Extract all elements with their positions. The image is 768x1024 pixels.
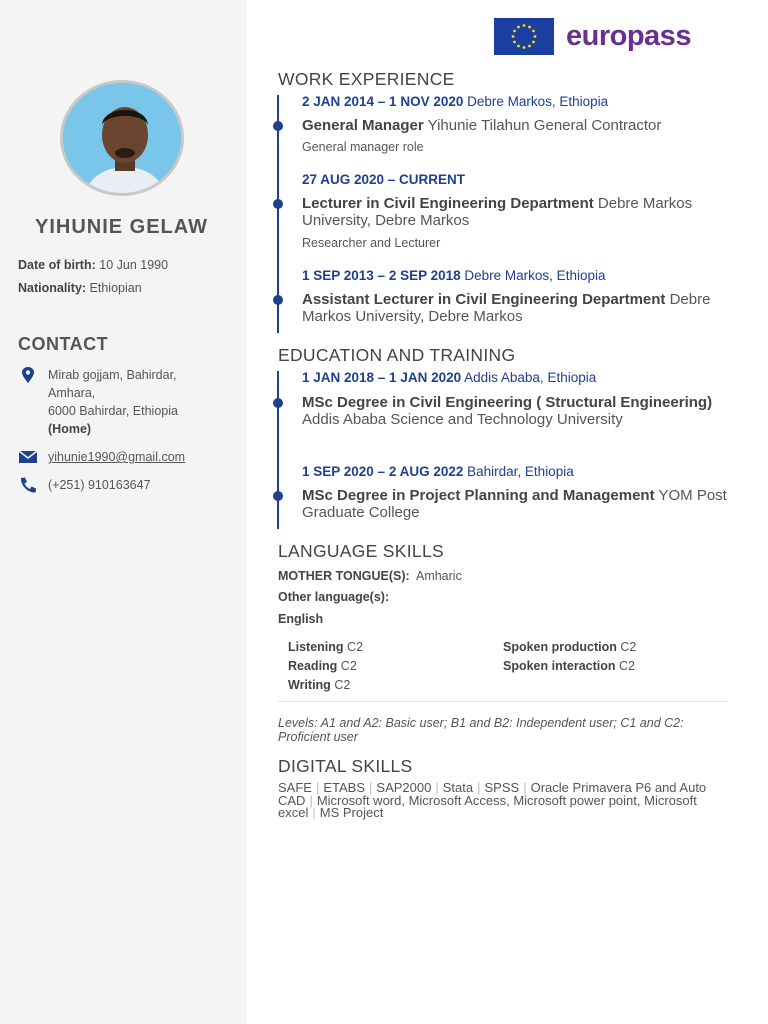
listening-row xyxy=(288,640,363,654)
reading-label: Reading xyxy=(288,659,338,673)
mother-tongue-row xyxy=(278,569,462,583)
skill-item: SPSS xyxy=(484,780,520,795)
timeline-dot xyxy=(273,121,283,131)
spoken-production-label: Spoken production xyxy=(503,640,617,654)
reading-value: C2 xyxy=(340,659,357,673)
work-3-date-row xyxy=(302,268,732,283)
work-3-place: Debre Markos, Ethiopia xyxy=(464,268,606,283)
location-pin-icon xyxy=(18,366,38,384)
language-heading: LANGUAGE SKILLS xyxy=(278,541,444,561)
other-languages-label: Other language(s): xyxy=(278,590,390,604)
edu-1-date: 1 JAN 2018 – 1 JAN 2020 xyxy=(302,370,462,385)
levels-note: Levels: A1 and A2: Basic user; B1 and B2: Independent user; C1 and C2: Proficient user xyxy=(278,716,684,744)
work-3-date: 1 SEP 2013 – 2 SEP 2018 xyxy=(302,268,461,283)
english-row xyxy=(278,612,323,626)
work-2-date-row xyxy=(302,172,732,187)
phone-icon xyxy=(18,476,38,494)
address-tag: (Home) xyxy=(48,422,92,436)
work-1-org: Yihunie Tilahun General Contractor xyxy=(427,117,662,134)
nationality-value: Ethiopian xyxy=(89,281,142,295)
timeline-dot xyxy=(273,398,283,408)
skill-item: Microsoft word, Microsoft Access, Microsoft power point, Microsoft excel xyxy=(278,792,697,820)
phone-number: (+251) 910163647 xyxy=(48,478,151,492)
skill-item: ETABS xyxy=(323,780,366,795)
mother-tongue-label: MOTHER TONGUE(S): xyxy=(278,569,410,583)
work-2-role xyxy=(302,195,732,229)
education-heading: EDUCATION AND TRAINING xyxy=(278,345,516,365)
edu-2-date-row xyxy=(302,464,732,479)
profile-photo xyxy=(60,80,184,196)
work-3-role xyxy=(302,291,732,325)
edu-1-role xyxy=(302,394,732,428)
work-heading: WORK EXPERIENCE xyxy=(278,69,455,89)
nationality-row xyxy=(18,281,142,295)
spoken-interaction-row xyxy=(503,659,635,673)
writing-value: C2 xyxy=(334,678,351,692)
timeline-dot xyxy=(273,491,283,501)
edu-2-org: YOM Post Graduate College xyxy=(302,487,727,521)
work-1-role xyxy=(302,117,732,134)
skill-item: Stata xyxy=(442,780,474,795)
work-2-desc: Researcher and Lecturer xyxy=(302,236,441,250)
work-1-date: 2 JAN 2014 – 1 NOV 2020 xyxy=(302,94,464,109)
spoken-interaction-label: Spoken interaction xyxy=(503,659,616,673)
work-1-title: General Manager xyxy=(302,117,424,134)
phone-item xyxy=(18,476,238,494)
edu-2-title: MSc Degree in Project Planning and Management xyxy=(302,487,655,504)
language-name: English xyxy=(278,612,324,626)
address-line-2: Amhara, xyxy=(48,386,96,400)
work-3-title: Assistant Lecturer in Civil Engineering Department xyxy=(302,291,666,308)
divider xyxy=(278,701,728,702)
nationality-label: Nationality: xyxy=(18,281,87,295)
edu-1-place: Addis Ababa, Ethiopia xyxy=(464,370,597,385)
listening-value: C2 xyxy=(347,640,364,654)
edu-1-title: MSc Degree in Civil Engineering ( Structural Engineering) xyxy=(302,394,713,411)
work-1-place: Debre Markos, Ethiopia xyxy=(467,94,609,109)
work-2-date: 27 AUG 2020 – CURRENT xyxy=(302,172,466,187)
work-2-title: Lecturer in Civil Engineering Department xyxy=(302,195,594,212)
reading-row xyxy=(288,659,357,673)
skill-item: MS Project xyxy=(319,805,384,820)
europass-logo xyxy=(494,18,704,56)
mother-tongue-value: Amharic xyxy=(415,569,462,583)
contact-heading: CONTACT xyxy=(18,334,109,354)
spoken-production-value: C2 xyxy=(620,640,637,654)
envelope-icon xyxy=(18,448,38,466)
address-item xyxy=(18,366,238,438)
education-timeline xyxy=(277,371,279,529)
edu-2-date: 1 SEP 2020 – 2 AUG 2022 xyxy=(302,464,464,479)
listening-label: Listening xyxy=(288,640,344,654)
digital-skills-list: SAFE | ETABS | SAP2000 | Stata | SPSS | Oracle Primavera P6 and Auto CAD | Microsoft word, Microsoft Access, Microsoft power point, Microsoft excel | MS Project xyxy=(278,780,707,820)
europass-wordmark: europass xyxy=(566,20,691,52)
address-line-3: 6000 Bahirdar, Ethiopia xyxy=(48,404,178,418)
work-1-desc: General manager role xyxy=(302,140,424,154)
timeline-dot xyxy=(273,199,283,209)
timeline-dot xyxy=(273,295,283,305)
eu-flag xyxy=(494,18,554,55)
work-3-org: Debre Markos University, Debre Markos xyxy=(302,291,711,325)
dob-label: Date of birth: xyxy=(18,258,96,272)
eu-stars-icon xyxy=(494,18,554,55)
spoken-interaction-value: C2 xyxy=(619,659,635,673)
dob-row xyxy=(18,258,168,272)
edu-1-date-row xyxy=(302,370,732,385)
sidebar xyxy=(0,0,247,1024)
skill-item: SAFE xyxy=(278,780,312,795)
email-link[interactable]: yihunie1990@gmail.com xyxy=(48,450,186,464)
dob-value: 10 Jun 1990 xyxy=(99,258,169,272)
edu-2-role xyxy=(302,487,732,521)
skill-item: SAP2000 xyxy=(376,780,432,795)
email-item xyxy=(18,448,238,466)
work-2-org: Debre Markos University, Debre Markos xyxy=(302,195,693,229)
person-name: YIHUNIE GELAW xyxy=(34,216,208,238)
edu-2-place: Bahirdar, Ethiopia xyxy=(467,464,574,479)
writing-label: Writing xyxy=(288,678,331,692)
work-1-date-row xyxy=(302,94,732,109)
edu-1-org: Addis Ababa Science and Technology University xyxy=(302,411,623,428)
address-line-1: Mirab gojjam, Bahirdar, xyxy=(48,368,177,382)
spoken-production-row xyxy=(503,640,636,654)
digital-heading: DIGITAL SKILLS xyxy=(278,756,413,776)
skill-item: Oracle Primavera P6 and Auto CAD xyxy=(278,780,707,808)
other-languages-row xyxy=(278,590,389,604)
writing-row xyxy=(288,678,350,692)
